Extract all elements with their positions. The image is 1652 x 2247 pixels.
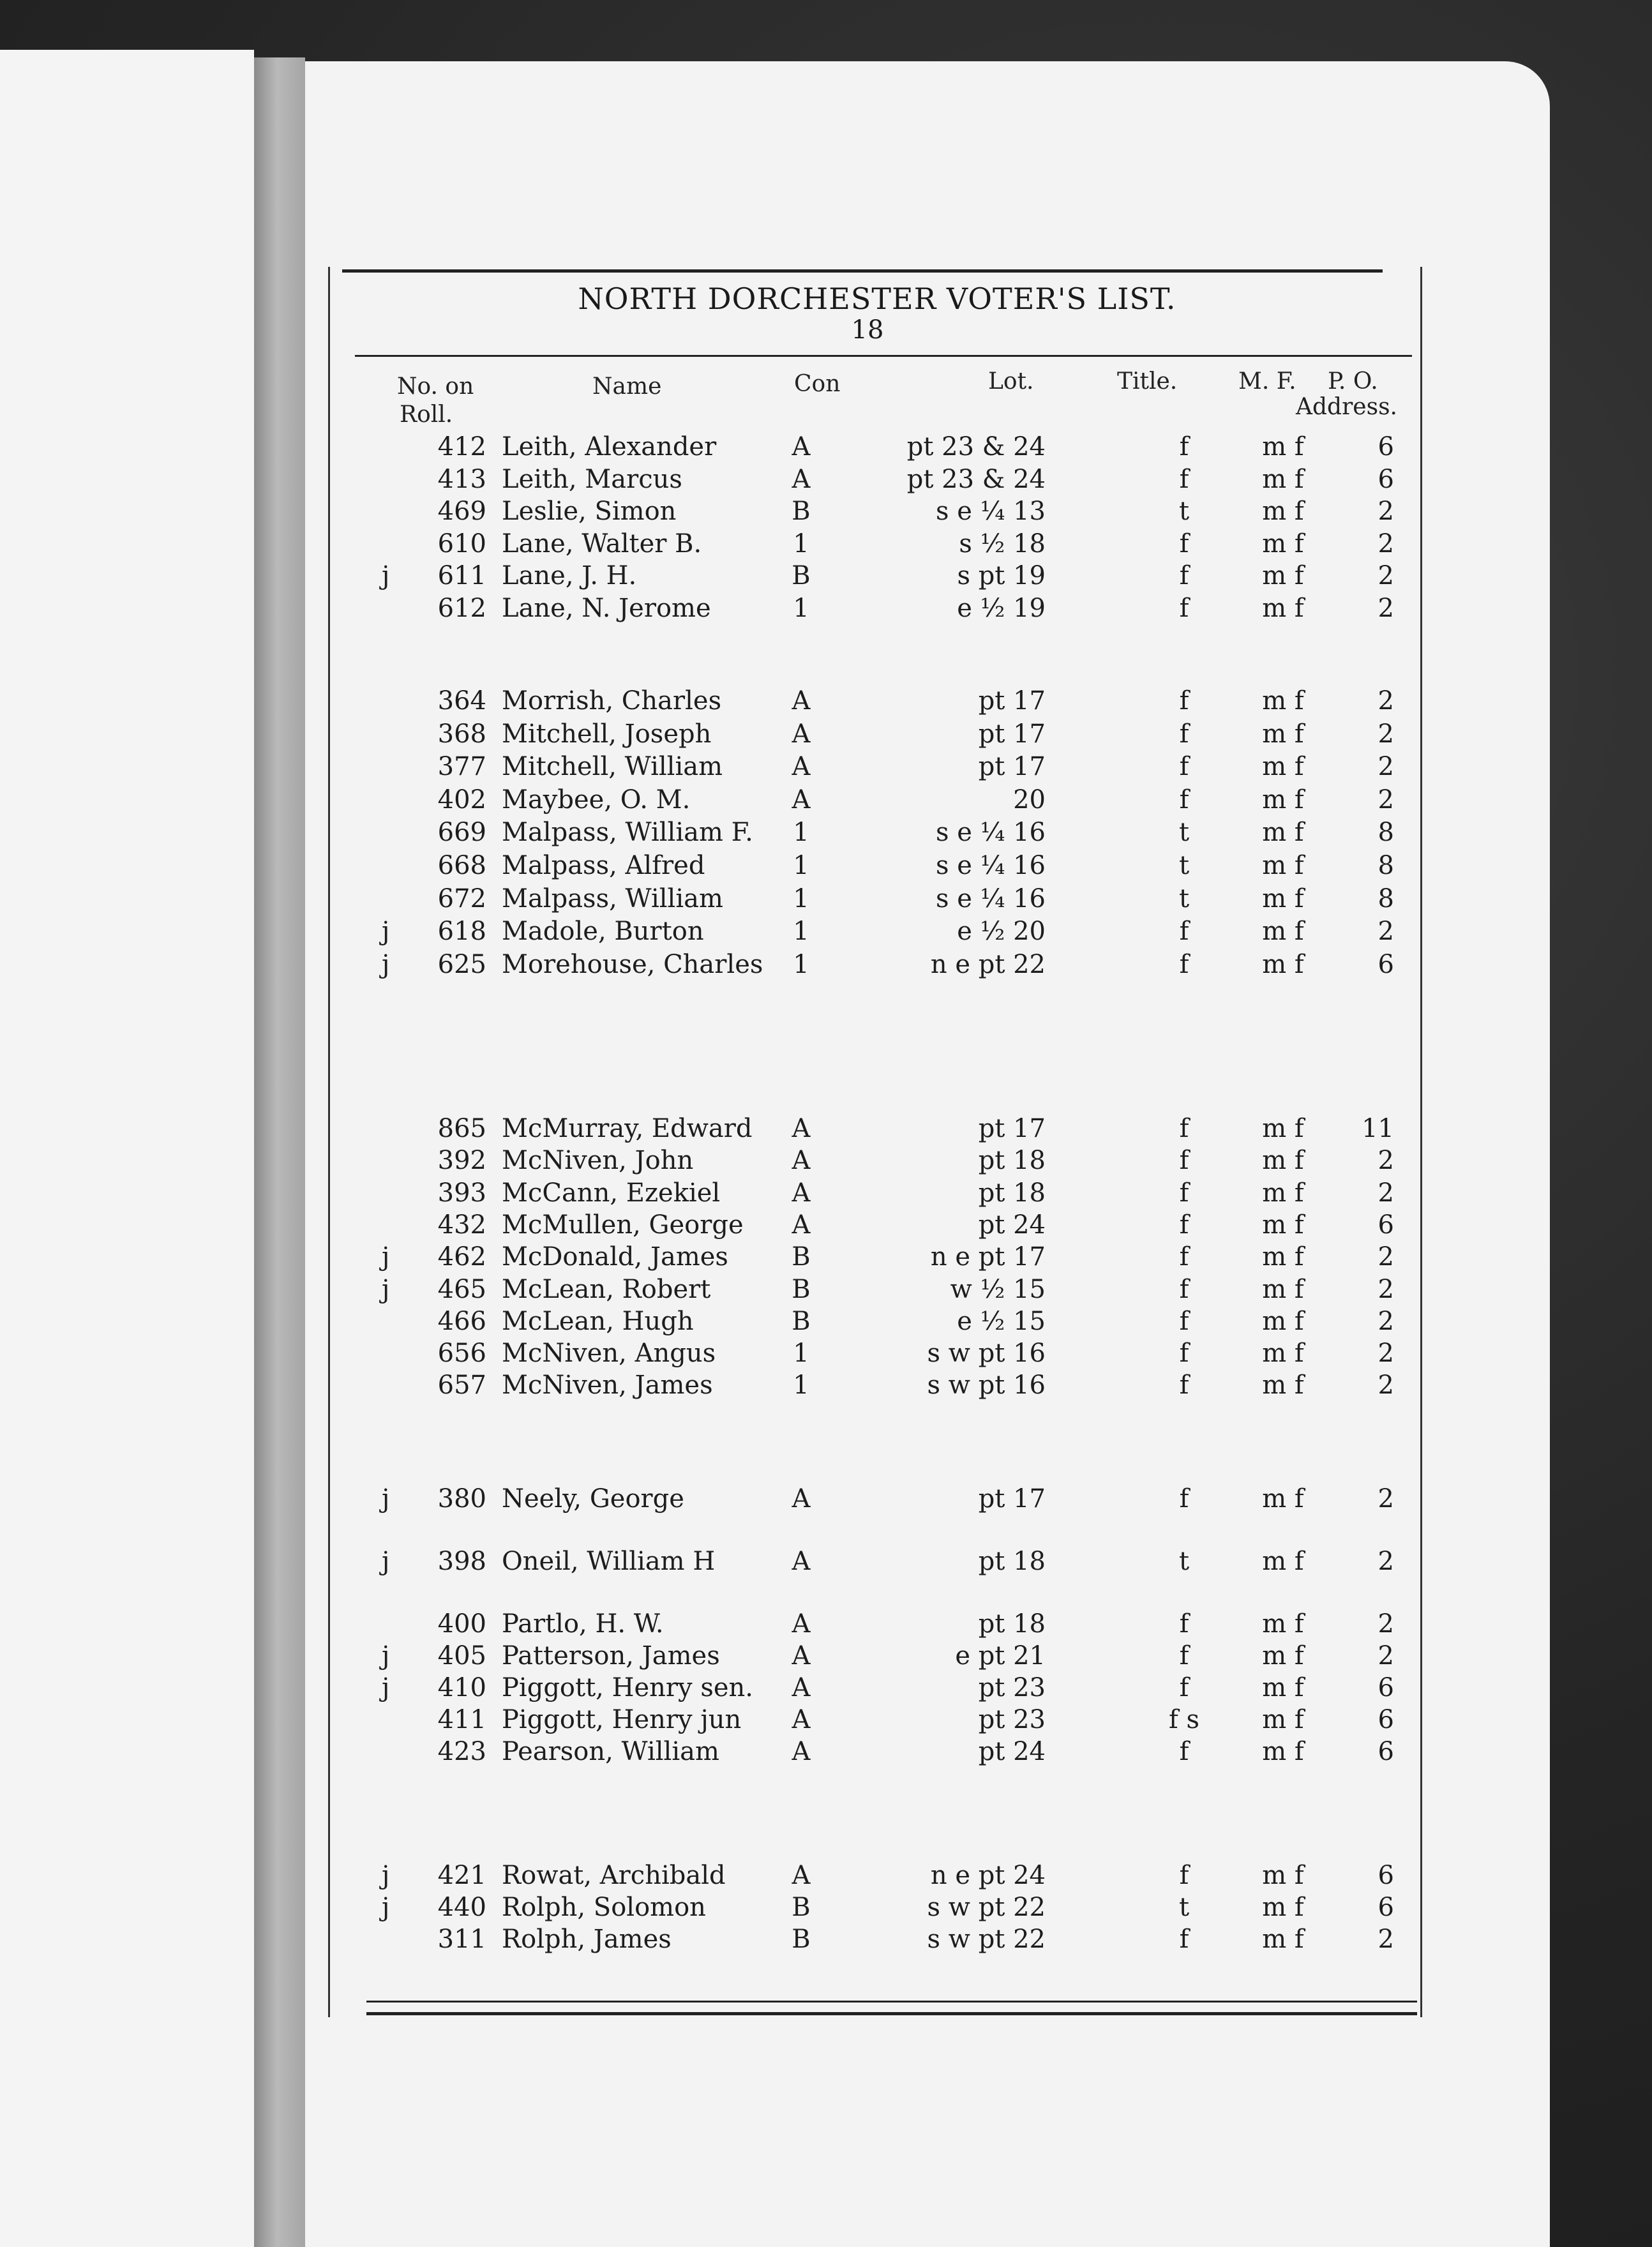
cell-roll: 380 [437,1484,486,1514]
cell-roll: 400 [437,1609,486,1639]
cell-roll: 412 [437,432,486,462]
cell-mf: m f [1262,561,1304,590]
cell-lot: pt 17 [978,752,1046,781]
cell-name: McMurray, Edward [502,1114,753,1143]
cell-mf: m f [1262,1210,1304,1240]
cell-con: A [792,432,811,462]
cell-title: t [1178,851,1190,880]
voter-row [0,718,1652,750]
cell-roll: 466 [437,1307,486,1336]
cell-roll: 411 [437,1705,486,1734]
cell-con: 1 [793,594,809,623]
cell-lot: pt 17 [978,719,1046,749]
cell-po: 2 [1378,561,1394,590]
cell-con: A [792,1484,811,1514]
cell-lot: s w pt 22 [927,1893,1046,1922]
cell-po: 6 [1378,1737,1394,1766]
cell-con: A [792,1178,811,1208]
cell-mf: m f [1262,1484,1304,1514]
cell-con: A [792,1705,811,1734]
cell-roll: 393 [437,1178,486,1208]
voter-row [0,1672,1652,1704]
cell-po: 6 [1378,1210,1394,1240]
cell-lot: s ½ 18 [959,529,1046,559]
cell-title: f [1179,1609,1189,1639]
cell-lot: pt 17 [978,686,1046,716]
cell-con: A [792,1146,811,1175]
cell-mf: m f [1262,1114,1304,1143]
cell-roll: 610 [437,529,486,559]
cell-con: A [792,1210,811,1240]
cell-roll: 672 [437,884,486,913]
header-mf: M. F. [1238,368,1296,395]
cell-lot: 20 [1013,785,1046,815]
cell-po: 2 [1378,752,1394,781]
cell-name: Malpass, Alfred [502,851,705,880]
cell-mf: m f [1262,917,1304,946]
cell-lot: w ½ 15 [950,1275,1046,1304]
cell-lot: s e ¼ 13 [935,497,1046,526]
cell-con: B [792,1275,811,1304]
cell-po: 2 [1378,497,1394,526]
cell-name: Madole, Burton [502,917,704,946]
cell-con: 1 [793,917,809,946]
page-number: 18 [851,315,884,345]
header-po-line2: Address. [1296,394,1397,420]
cell-po: 2 [1378,1307,1394,1336]
cell-con: A [792,1737,811,1766]
cell-po: 2 [1378,785,1394,815]
cell-lot: s w pt 22 [927,1925,1046,1954]
cell-title: f [1179,529,1189,559]
cell-mark: j [382,1641,390,1671]
cell-mf: m f [1262,884,1304,913]
voter-row [0,1241,1652,1273]
cell-lot: n e pt 24 [930,1861,1046,1890]
cell-title: f [1179,561,1189,590]
voter-row [0,751,1652,783]
cell-con: A [792,719,811,749]
cell-name: McMullen, George [502,1210,744,1240]
cell-mf: m f [1262,1705,1304,1734]
cell-name: Patterson, James [502,1641,720,1671]
cell-mf: m f [1262,1609,1304,1639]
header-lot: Lot. [988,368,1034,395]
cell-mf: m f [1262,1242,1304,1272]
cell-po: 2 [1378,1242,1394,1272]
cell-mf: m f [1262,1371,1304,1400]
cell-con: 1 [793,818,809,847]
cell-con: A [792,1861,811,1890]
cell-po: 2 [1378,1609,1394,1639]
cell-con: A [792,465,811,494]
cell-roll: 311 [437,1925,486,1954]
voter-row [0,431,1652,463]
cell-mf: m f [1262,1275,1304,1304]
cell-roll: 440 [437,1893,486,1922]
cell-title: f [1179,752,1189,781]
cell-con: A [792,1609,811,1639]
cell-name: McDonald, James [502,1242,728,1272]
cell-mf: m f [1262,950,1304,979]
cell-name: McCann, Ezekiel [502,1178,721,1208]
voter-row [0,850,1652,882]
voter-row [0,463,1652,495]
voter-row [0,1923,1652,1955]
cell-con: B [792,1307,811,1336]
cell-title: t [1178,884,1190,913]
cell-lot: pt 17 [978,1114,1046,1143]
cell-name: Leith, Alexander [502,432,717,462]
cell-mf: m f [1262,752,1304,781]
cell-title: t [1178,1547,1190,1576]
header-po-line1: P. O. [1328,368,1378,395]
cell-mf: m f [1262,529,1304,559]
voter-row [0,1704,1652,1736]
cell-name: Rolph, James [502,1925,672,1954]
cell-mf: m f [1262,465,1304,494]
voter-row [0,1113,1652,1145]
cell-lot: pt 18 [978,1609,1046,1639]
cell-lot: s pt 19 [957,561,1046,590]
cell-po: 6 [1378,1861,1394,1890]
cell-roll: 402 [437,785,486,815]
cell-title: f [1179,1339,1189,1368]
cell-con: A [792,1114,811,1143]
cell-mark: j [382,1275,390,1304]
cell-title: f [1179,1146,1189,1175]
cell-name: Mitchell, Joseph [502,719,712,749]
cell-mf: m f [1262,1547,1304,1576]
cell-roll: 423 [437,1737,486,1766]
cell-mark: j [382,950,390,979]
cell-roll: 618 [437,917,486,946]
cell-lot: pt 23 [978,1673,1046,1702]
cell-name: Piggott, Henry jun [502,1705,742,1734]
cell-po: 8 [1378,851,1394,880]
cell-lot: s e ¼ 16 [935,818,1046,847]
cell-con: B [792,1925,811,1954]
cell-po: 2 [1378,1339,1394,1368]
cell-name: Neely, George [502,1484,684,1514]
cell-con: 1 [793,1371,809,1400]
cell-con: A [792,1641,811,1671]
cell-po: 2 [1378,1371,1394,1400]
cell-con: 1 [793,851,809,880]
cell-con: 1 [793,884,809,913]
cell-title: f [1179,1737,1189,1766]
cell-con: B [792,497,811,526]
cell-mark: j [382,1484,390,1514]
header-title: Title. [1117,368,1178,395]
voter-row [0,1209,1652,1241]
cell-roll: 413 [437,465,486,494]
cell-lot: pt 24 [978,1210,1046,1240]
cell-mf: m f [1262,594,1304,623]
cell-po: 2 [1378,686,1394,716]
cell-lot: e ½ 19 [957,594,1046,623]
cell-title: f s [1168,1705,1200,1734]
cell-title: t [1178,497,1190,526]
cell-po: 2 [1378,1925,1394,1954]
cell-roll: 656 [437,1339,486,1368]
cell-name: Leith, Marcus [502,465,682,494]
cell-mark: j [382,561,390,590]
cell-roll: 625 [437,950,486,979]
cell-roll: 421 [437,1861,486,1890]
cell-po: 8 [1378,818,1394,847]
voter-row [0,1545,1652,1577]
cell-roll: 462 [437,1242,486,1272]
cell-lot: pt 23 [978,1705,1046,1734]
cell-lot: s w pt 16 [927,1339,1046,1368]
cell-con: B [792,561,811,590]
cell-title: f [1179,785,1189,815]
cell-con: A [792,1673,811,1702]
cell-mf: m f [1262,686,1304,716]
cell-mf: m f [1262,785,1304,815]
cell-po: 2 [1378,719,1394,749]
cell-lot: pt 23 & 24 [906,432,1046,462]
cell-title: f [1179,917,1189,946]
cell-name: Oneil, William H [502,1547,716,1576]
voter-row [0,915,1652,947]
cell-mf: m f [1262,1737,1304,1766]
cell-title: f [1179,1371,1189,1400]
cell-roll: 611 [437,561,486,590]
cell-con: B [792,1242,811,1272]
cell-title: f [1179,594,1189,623]
cell-lot: n e pt 17 [930,1242,1046,1272]
cell-po: 2 [1378,1641,1394,1671]
cell-name: Mitchell, William [502,752,723,781]
cell-roll: 364 [437,686,486,716]
voter-row [0,1369,1652,1401]
cell-mf: m f [1262,1641,1304,1671]
cell-title: f [1179,1114,1189,1143]
cell-mark: j [382,1893,390,1922]
cell-name: McLean, Robert [502,1275,711,1304]
cell-name: Malpass, William [502,884,723,913]
voter-row [0,949,1652,981]
cell-po: 6 [1378,1673,1394,1702]
cell-lot: n e pt 22 [930,950,1046,979]
header-roll-line1: No. on [397,373,474,400]
header-con: Con [794,371,841,397]
voter-row [0,528,1652,560]
cell-mf: m f [1262,1339,1304,1368]
cell-po: 6 [1378,432,1394,462]
cell-mf: m f [1262,851,1304,880]
cell-title: f [1179,686,1189,716]
cell-mf: m f [1262,1893,1304,1922]
voter-row [0,1145,1652,1176]
cell-mf: m f [1262,497,1304,526]
cell-con: A [792,686,811,716]
cell-roll: 398 [437,1547,486,1576]
cell-po: 6 [1378,1705,1394,1734]
cell-po: 2 [1378,1547,1394,1576]
cell-po: 6 [1378,1893,1394,1922]
cell-title: f [1179,1307,1189,1336]
cell-name: Partlo, H. W. [502,1609,664,1639]
cell-mf: m f [1262,1178,1304,1208]
cell-po: 2 [1378,1275,1394,1304]
cell-lot: s e ¼ 16 [935,851,1046,880]
cell-name: McNiven, Angus [502,1339,716,1368]
cell-roll: 410 [437,1673,486,1702]
cell-roll: 405 [437,1641,486,1671]
cell-lot: pt 18 [978,1146,1046,1175]
cell-name: Rowat, Archibald [502,1861,726,1890]
cell-con: A [792,752,811,781]
voter-row [0,1305,1652,1337]
cell-con: 1 [793,1339,809,1368]
cell-po: 2 [1378,1484,1394,1514]
voter-row [0,685,1652,717]
cell-title: f [1179,432,1189,462]
voter-row [0,1608,1652,1640]
cell-lot: e pt 21 [955,1641,1046,1671]
cell-lot: pt 23 & 24 [906,465,1046,494]
cell-po: 2 [1378,1178,1394,1208]
cell-title: f [1179,1178,1189,1208]
cell-mark: j [382,1242,390,1272]
cell-name: Rolph, Solomon [502,1893,706,1922]
cell-roll: 432 [437,1210,486,1240]
voter-row [0,495,1652,527]
cell-roll: 377 [437,752,486,781]
cell-roll: 657 [437,1371,486,1400]
cell-title: f [1179,1210,1189,1240]
cell-mark: j [382,1861,390,1890]
cell-roll: 469 [437,497,486,526]
cell-name: Lane, Walter B. [502,529,702,559]
header-name: Name [592,373,662,400]
voter-row [0,816,1652,848]
cell-name: Piggott, Henry sen. [502,1673,754,1702]
cell-lot: pt 18 [978,1178,1046,1208]
cell-title: f [1179,1641,1189,1671]
cell-name: McNiven, John [502,1146,694,1175]
cell-title: t [1178,1893,1190,1922]
voter-row [0,1891,1652,1923]
cell-po: 2 [1378,529,1394,559]
voter-row [0,1483,1652,1515]
cell-po: 8 [1378,884,1394,913]
header-roll-line2: Roll. [400,402,453,428]
cell-name: McLean, Hugh [502,1307,694,1336]
cell-name: Leslie, Simon [502,497,677,526]
cell-title: f [1179,465,1189,494]
cell-mf: m f [1262,1673,1304,1702]
cell-po: 6 [1378,465,1394,494]
cell-name: Lane, J. H. [502,561,637,590]
cell-roll: 392 [437,1146,486,1175]
voter-row [0,1736,1652,1768]
voter-row [0,784,1652,816]
cell-po: 2 [1378,1146,1394,1175]
cell-title: f [1179,1673,1189,1702]
cell-roll: 668 [437,851,486,880]
page-title: NORTH DORCHESTER VOTER'S LIST. [578,282,1176,316]
cell-mf: m f [1262,818,1304,847]
cell-title: f [1179,1861,1189,1890]
cell-name: Morrish, Charles [502,686,722,716]
voter-row [0,1860,1652,1891]
cell-mf: m f [1262,1861,1304,1890]
voter-row [0,1274,1652,1305]
cell-po: 6 [1378,950,1394,979]
cell-roll: 865 [437,1114,486,1143]
cell-mf: m f [1262,719,1304,749]
cell-name: Maybee, O. M. [502,785,691,815]
voter-row [0,883,1652,915]
cell-con: B [792,1893,811,1922]
voter-row [0,1177,1652,1209]
cell-po: 2 [1378,917,1394,946]
cell-lot: s e ¼ 16 [935,884,1046,913]
cell-title: f [1179,1925,1189,1954]
cell-lot: e ½ 20 [957,917,1046,946]
voter-row [0,1640,1652,1672]
cell-po: 11 [1362,1114,1394,1143]
cell-title: t [1178,818,1190,847]
cell-mark: j [382,917,390,946]
cell-lot: pt 24 [978,1737,1046,1766]
cell-po: 2 [1378,594,1394,623]
cell-title: f [1179,719,1189,749]
cell-con: A [792,785,811,815]
cell-mf: m f [1262,1925,1304,1954]
voter-row [0,592,1652,624]
cell-name: Lane, N. Jerome [502,594,711,623]
cell-con: 1 [793,529,809,559]
voter-row [0,560,1652,592]
voter-row [0,1337,1652,1369]
cell-mark: j [382,1547,390,1576]
cell-lot: pt 18 [978,1547,1046,1576]
cell-name: McNiven, James [502,1371,713,1400]
cell-name: Malpass, William F. [502,818,753,847]
cell-mark: j [382,1673,390,1702]
cell-lot: e ½ 15 [957,1307,1046,1336]
cell-roll: 465 [437,1275,486,1304]
cell-roll: 669 [437,818,486,847]
cell-title: f [1179,1275,1189,1304]
cell-con: A [792,1547,811,1576]
cell-lot: pt 17 [978,1484,1046,1514]
cell-title: f [1179,950,1189,979]
cell-lot: s w pt 16 [927,1371,1046,1400]
cell-con: 1 [793,950,809,979]
cell-roll: 368 [437,719,486,749]
cell-mf: m f [1262,432,1304,462]
cell-name: Morehouse, Charles [502,950,763,979]
cell-title: f [1179,1242,1189,1272]
cell-name: Pearson, William [502,1737,719,1766]
cell-mf: m f [1262,1146,1304,1175]
cell-title: f [1179,1484,1189,1514]
cell-roll: 612 [437,594,486,623]
cell-mf: m f [1262,1307,1304,1336]
